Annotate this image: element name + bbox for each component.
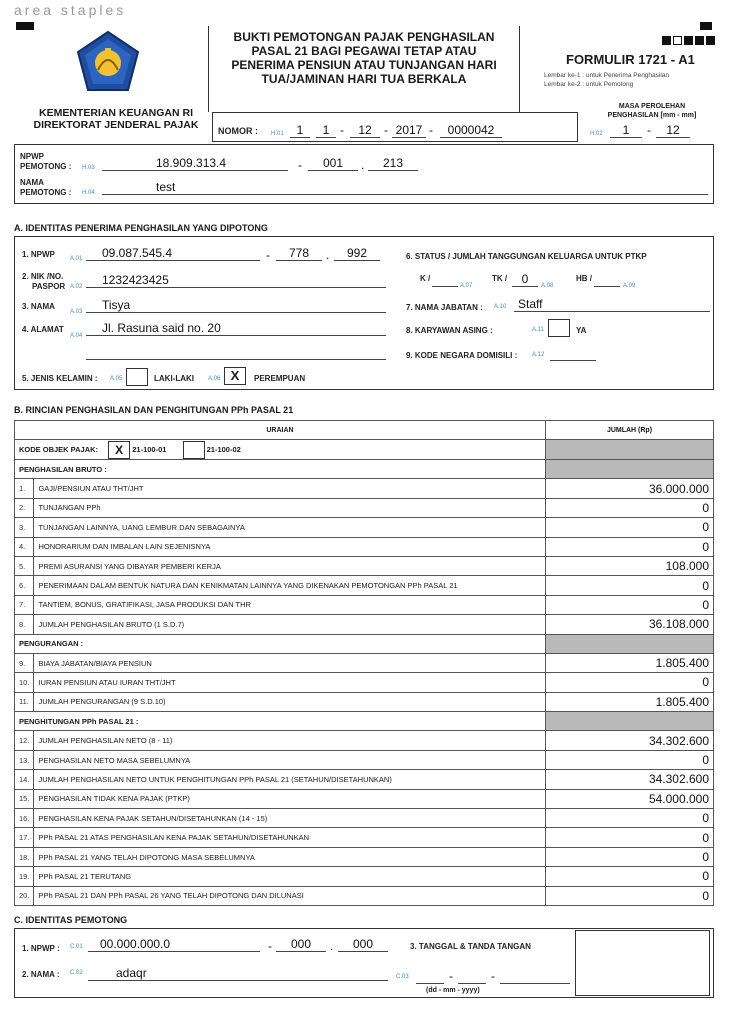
a-alamat-line-2[interactable]	[86, 346, 386, 360]
a-hb-code: A.09	[623, 283, 636, 289]
nomor-dash: -	[429, 123, 433, 137]
kode-21-100-01-label: 21-100-01	[132, 444, 167, 454]
row-number: 16.	[15, 809, 34, 828]
form-mark-square	[706, 36, 715, 45]
npwp-pemotong-field-a[interactable]: 18.909.313.4	[102, 156, 288, 171]
nama-pemotong-label: NAMA PEMOTONG :	[20, 178, 72, 197]
npwp-pemotong-code: H.03	[82, 165, 95, 171]
row-amount[interactable]: 108.000	[546, 556, 714, 575]
row-number: 9.	[15, 653, 34, 672]
row-number: 11.	[15, 692, 34, 711]
a-alamat-field[interactable]: Jl. Rasuna said no. 20	[86, 321, 386, 336]
table-row	[15, 615, 714, 634]
shaded-cell	[546, 460, 714, 479]
form-mark-square	[695, 36, 704, 45]
c-ttd-label: 3. TANGGAL & TANDA TANGAN	[410, 942, 531, 951]
c-nama-label: 2. NAMA :	[22, 970, 60, 979]
c-npwp-code: C.01	[70, 944, 83, 950]
c-npwp-field-c[interactable]: 000	[338, 937, 388, 952]
row-amount[interactable]: 0	[546, 886, 714, 905]
row-label: IURAN PENSIUN ATAU IURAN THT/JHT	[34, 673, 546, 692]
table-row	[15, 518, 714, 537]
a-k-field[interactable]	[432, 277, 458, 287]
c-npwp-dash: -	[268, 939, 272, 953]
kode-21-100-01-checkbox[interactable]: X	[108, 441, 130, 459]
row-label: PENERIMAAN DALAM BENTUK NATURA DAN KENIKMATAN LAINNYA YANG DIKENAKAN PEMOTONGAN PPh PASAL 21	[34, 576, 546, 595]
lembar-1-note: Lembar ke-1 : untuk Penerima Penghasilan	[544, 72, 670, 79]
c-npwp-label: 1. NPWP :	[22, 944, 60, 953]
a-nik-field[interactable]: 1232423425	[86, 273, 386, 288]
table-row	[15, 692, 714, 711]
group-penghitungan-label: PENGHITUNGAN PPh PASAL 21 :	[15, 712, 546, 731]
nomor-part-1[interactable]: 1	[290, 123, 310, 138]
nama-pemotong-field[interactable]: test	[102, 180, 708, 195]
form-mark-square	[684, 36, 693, 45]
shaded-cell	[546, 712, 714, 731]
row-number: 15.	[15, 789, 34, 808]
row-label: TUNJANGAN PPh	[34, 498, 546, 517]
a-hb-field[interactable]	[594, 277, 620, 287]
a-negara-field[interactable]	[550, 349, 596, 361]
a-alamat-code: A.04	[70, 333, 83, 339]
c-npwp-field-b[interactable]: 000	[276, 937, 326, 952]
row-number: 1.	[15, 479, 34, 498]
signature-box[interactable]	[575, 930, 710, 996]
nomor-part-3[interactable]: 12	[350, 123, 380, 138]
a-hb-label: HB /	[576, 274, 592, 283]
table-row	[15, 828, 714, 847]
table-header-row	[15, 421, 714, 440]
form-title: BUKTI PEMOTONGAN PAJAK PENGHASILAN PASAL 21 BAGI PEGAWAI TETAP ATAU PENERIMA PENSIUN ATAU TUNJANGAN HARI TUA/JAMINAN HARI TUA BERKALA	[231, 30, 497, 86]
npwp-dot: .	[361, 158, 365, 172]
a-jk-label: 5. JENIS KELAMIN :	[22, 374, 98, 383]
col-jumlah-header: JUMLAH (Rp)	[546, 421, 714, 440]
a-nik-label: 2. NIK /NO. PASPOR	[22, 272, 66, 291]
form-number: FORMULIR 1721 - A1	[566, 52, 695, 67]
masa-dash: -	[647, 123, 651, 137]
a-k-label: K /	[420, 274, 431, 283]
row-number: 14.	[15, 770, 34, 789]
row-label: JUMLAH PENGHASILAN BRUTO (1 S.D.7)	[34, 615, 546, 634]
ministry-name: KEMENTERIAN KEUANGAN RI DIREKTORAT JENDERAL PAJAK	[33, 107, 199, 131]
row-amount[interactable]: 0	[546, 518, 714, 537]
masa-from-field[interactable]: 1	[610, 123, 642, 138]
c-date-dash: -	[449, 969, 453, 983]
section-a-title: A. IDENTITAS PENERIMA PENGHASILAN YANG DIPOTONG	[14, 223, 268, 233]
row-number: 19.	[15, 867, 34, 886]
a-asing-label: 8. KARYAWAN ASING :	[406, 326, 493, 335]
row-number: 18.	[15, 847, 34, 866]
row-label: JUMLAH PENGHASILAN NETO (8 - 11)	[34, 731, 546, 750]
table-row	[15, 750, 714, 769]
rincian-table	[14, 420, 714, 906]
c-ttd-code: C.03	[396, 974, 409, 980]
row-amount[interactable]: 0	[546, 576, 714, 595]
npwp-pemotong-field-b[interactable]: 001	[308, 156, 358, 171]
row-amount[interactable]: 34.302.600	[546, 770, 714, 789]
form-mark-square	[673, 36, 682, 45]
a-tk-code: A.08	[541, 283, 554, 289]
row-amount[interactable]: 54.000.000	[546, 789, 714, 808]
nomor-dash: -	[384, 123, 388, 137]
nomor-dash: -	[340, 123, 344, 137]
row-amount[interactable]: 36.108.000	[546, 615, 714, 634]
npwp-dash: -	[298, 158, 302, 172]
a-nik-code: A.02	[70, 284, 83, 290]
row-label: JUMLAH PENGHASILAN NETO UNTUK PENGHITUNGAN PPh PASAL 21 (SETAHUN/DISETAHUNKAN)	[34, 770, 546, 789]
group-pengurangan-row	[15, 634, 714, 653]
table-row	[15, 847, 714, 866]
row-label: PPh PASAL 21 TERUTANG	[34, 867, 546, 886]
masa-code: H.02	[590, 131, 603, 137]
table-row	[15, 770, 714, 789]
a-jabatan-field[interactable]: Staff	[514, 297, 710, 312]
a-npwp-code: A.01	[70, 256, 83, 262]
group-pengurangan-label: PENGURANGAN :	[15, 634, 546, 653]
a-npwp-dash: -	[266, 248, 270, 262]
table-row	[15, 867, 714, 886]
a-npwp-field-a[interactable]: 09.087.545.4	[86, 246, 260, 261]
shaded-cell	[546, 634, 714, 653]
table-row	[15, 653, 714, 672]
c-date-dd[interactable]	[416, 970, 444, 984]
c-date-yyyy[interactable]	[500, 970, 570, 984]
row-amount[interactable]: 34.302.600	[546, 731, 714, 750]
a-tk-label: TK /	[492, 274, 508, 283]
nomor-part-4[interactable]: 2017	[392, 123, 426, 138]
a-npwp-field-c[interactable]: 992	[334, 246, 380, 261]
row-amount[interactable]: 0	[546, 673, 714, 692]
nomor-label: NOMOR :	[218, 126, 258, 136]
a-npwp-label: 1. NPWP	[22, 250, 55, 259]
lembar-2-note: Lembar ke-2 : untuk Pemotong	[544, 81, 634, 88]
row-number: 6.	[15, 576, 34, 595]
table-row	[15, 576, 714, 595]
table-row	[15, 673, 714, 692]
row-amount[interactable]: 1.805.400	[546, 692, 714, 711]
table-row	[15, 498, 714, 517]
row-label: JUMLAH PENGURANGAN (9 S.D.10)	[34, 692, 546, 711]
row-amount[interactable]: 0	[546, 595, 714, 614]
table-row	[15, 537, 714, 556]
row-number: 7.	[15, 595, 34, 614]
row-label: PENGHASILAN TIDAK KENA PAJAK (PTKP)	[34, 789, 546, 808]
row-label: PPh PASAL 21 YANG TELAH DIPOTONG MASA SEBELUMNYA	[34, 847, 546, 866]
a-jk-code-2: A.06	[208, 376, 221, 382]
laki-laki-checkbox[interactable]	[126, 368, 148, 386]
row-number: 4.	[15, 537, 34, 556]
a-jk-code-1: A.05	[110, 376, 123, 382]
form-mark-square	[662, 36, 671, 45]
a-nama-field[interactable]: Tisya	[86, 298, 386, 313]
pemotong-box	[14, 144, 714, 204]
row-label: PPh PASAL 21 DAN PPh PASAL 26 YANG TELAH DIPOTONG DAN DILUNASI	[34, 886, 546, 905]
row-number: 2.	[15, 498, 34, 517]
c-nama-field[interactable]: adaqr	[88, 966, 388, 981]
c-npwp-dot: .	[330, 939, 334, 953]
row-label: PREMI ASURANSI YANG DIBAYAR PEMBERI KERJA	[34, 556, 546, 575]
a-npwp-field-b[interactable]: 778	[276, 246, 322, 261]
row-number: 13.	[15, 750, 34, 769]
c-date-mm[interactable]	[458, 970, 486, 984]
row-number: 12.	[15, 731, 34, 750]
row-label: BIAYA JABATAN/BIAYA PENSIUN	[34, 653, 546, 672]
row-amount[interactable]: 0	[546, 847, 714, 866]
table-row	[15, 789, 714, 808]
a-k-code: A.07	[460, 283, 473, 289]
row-label: TUNJANGAN LAINNYA, UANG LEMBUR DAN SEBAGAINYA	[34, 518, 546, 537]
corner-mark-left	[16, 22, 34, 30]
a-nama-label: 3. NAMA	[22, 302, 55, 311]
npwp-pemotong-field-c[interactable]: 213	[368, 156, 418, 171]
nomor-part-2[interactable]: 1	[316, 123, 336, 138]
nomor-part-5[interactable]: 0000042	[440, 123, 502, 138]
row-number: 8.	[15, 615, 34, 634]
c-date-dash: -	[491, 969, 495, 983]
kode-21-100-02-checkbox[interactable]	[183, 441, 205, 459]
group-bruto-row	[15, 460, 714, 479]
row-amount[interactable]: 0	[546, 537, 714, 556]
row-number: 3.	[15, 518, 34, 537]
karyawan-asing-checkbox[interactable]	[548, 319, 570, 337]
kode-objek-label: KODE OBJEK PAJAK:	[19, 444, 99, 454]
c-date-format: (dd - mm - yyyy)	[426, 987, 480, 994]
a-alamat-label: 4. ALAMAT	[22, 325, 64, 334]
a-tk-field[interactable]: 0	[512, 272, 538, 287]
shaded-cell	[546, 440, 714, 460]
a-negara-label: 9. KODE NEGARA DOMISILI :	[406, 351, 518, 360]
a-asing-code: A.11	[532, 327, 544, 333]
row-amount[interactable]: 0	[546, 750, 714, 769]
table-row	[15, 886, 714, 905]
row-amount[interactable]: 0	[546, 809, 714, 828]
nama-pemotong-code: H.04	[82, 190, 95, 196]
a-npwp-dot: .	[326, 248, 330, 262]
group-bruto-label: PENGHASILAN BRUTO :	[15, 460, 546, 479]
table-row	[15, 479, 714, 498]
section-b-title: B. RINCIAN PENGHASILAN DAN PENGHITUNGAN PPh PASAL 21	[14, 405, 294, 415]
row-number: 10.	[15, 673, 34, 692]
a-negara-code: A.12	[532, 352, 545, 358]
nomor-code: H.01	[271, 131, 284, 137]
row-number: 5.	[15, 556, 34, 575]
kode-objek-row	[15, 440, 714, 460]
c-npwp-field-a[interactable]: 00.000.000.0	[88, 937, 260, 952]
row-label: GAJI/PENSIUN ATAU THT/JHT	[34, 479, 546, 498]
kemenkeu-logo	[76, 30, 140, 94]
row-label: TANTIEM, BONUS, GRATIFIKASI, JASA PRODUKSI DAN THR	[34, 595, 546, 614]
a-nama-code: A.03	[70, 309, 83, 315]
watermark-text: area staples	[14, 2, 127, 18]
row-amount[interactable]: 0	[546, 867, 714, 886]
a-status-label: 6. STATUS / JUMLAH TANGGUNGAN KELUARGA UNTUK PTKP	[406, 252, 647, 261]
table-row	[15, 809, 714, 828]
table-row	[15, 595, 714, 614]
a-jabatan-code: A.10	[494, 304, 507, 310]
group-penghitungan-row	[15, 712, 714, 731]
col-uraian-header: URAIAN	[15, 421, 546, 440]
row-amount[interactable]: 0	[546, 498, 714, 517]
perempuan-checkbox[interactable]: X	[224, 367, 246, 385]
masa-to-field[interactable]: 12	[656, 123, 690, 138]
corner-mark-right	[700, 22, 712, 30]
row-label: PENGHASILAN KENA PAJAK SETAHUN/DISETAHUNKAN (14 - 15)	[34, 809, 546, 828]
perempuan-label: PEREMPUAN	[254, 374, 306, 383]
npwp-pemotong-label: NPWP PEMOTONG :	[20, 152, 72, 171]
a-asing-ya: YA	[576, 326, 587, 335]
section-c-title: C. IDENTITAS PEMOTONG	[14, 915, 128, 925]
row-label: PENGHASILAN NETO MASA SEBELUMNYA	[34, 750, 546, 769]
masa-label: MASA PEROLEHAN PENGHASILAN [mm - mm]	[607, 103, 697, 119]
laki-laki-label: LAKI-LAKI	[154, 374, 194, 383]
table-row	[15, 556, 714, 575]
table-row	[15, 731, 714, 750]
row-amount[interactable]: 1.805.400	[546, 653, 714, 672]
kode-21-100-02-label: 21-100-02	[206, 444, 241, 454]
a-jabatan-label: 7. NAMA JABATAN :	[406, 303, 483, 312]
row-amount[interactable]: 0	[546, 828, 714, 847]
c-nama-code: C.02	[70, 970, 83, 976]
row-number: 17.	[15, 828, 34, 847]
row-label: HONORARIUM DAN IMBALAN LAIN SEJENISNYA	[34, 537, 546, 556]
row-amount[interactable]: 36.000.000	[546, 479, 714, 498]
row-label: PPh PASAL 21 ATAS PENGHASILAN KENA PAJAK SETAHUN/DISETAHUNKAN	[34, 828, 546, 847]
row-number: 20.	[15, 886, 34, 905]
